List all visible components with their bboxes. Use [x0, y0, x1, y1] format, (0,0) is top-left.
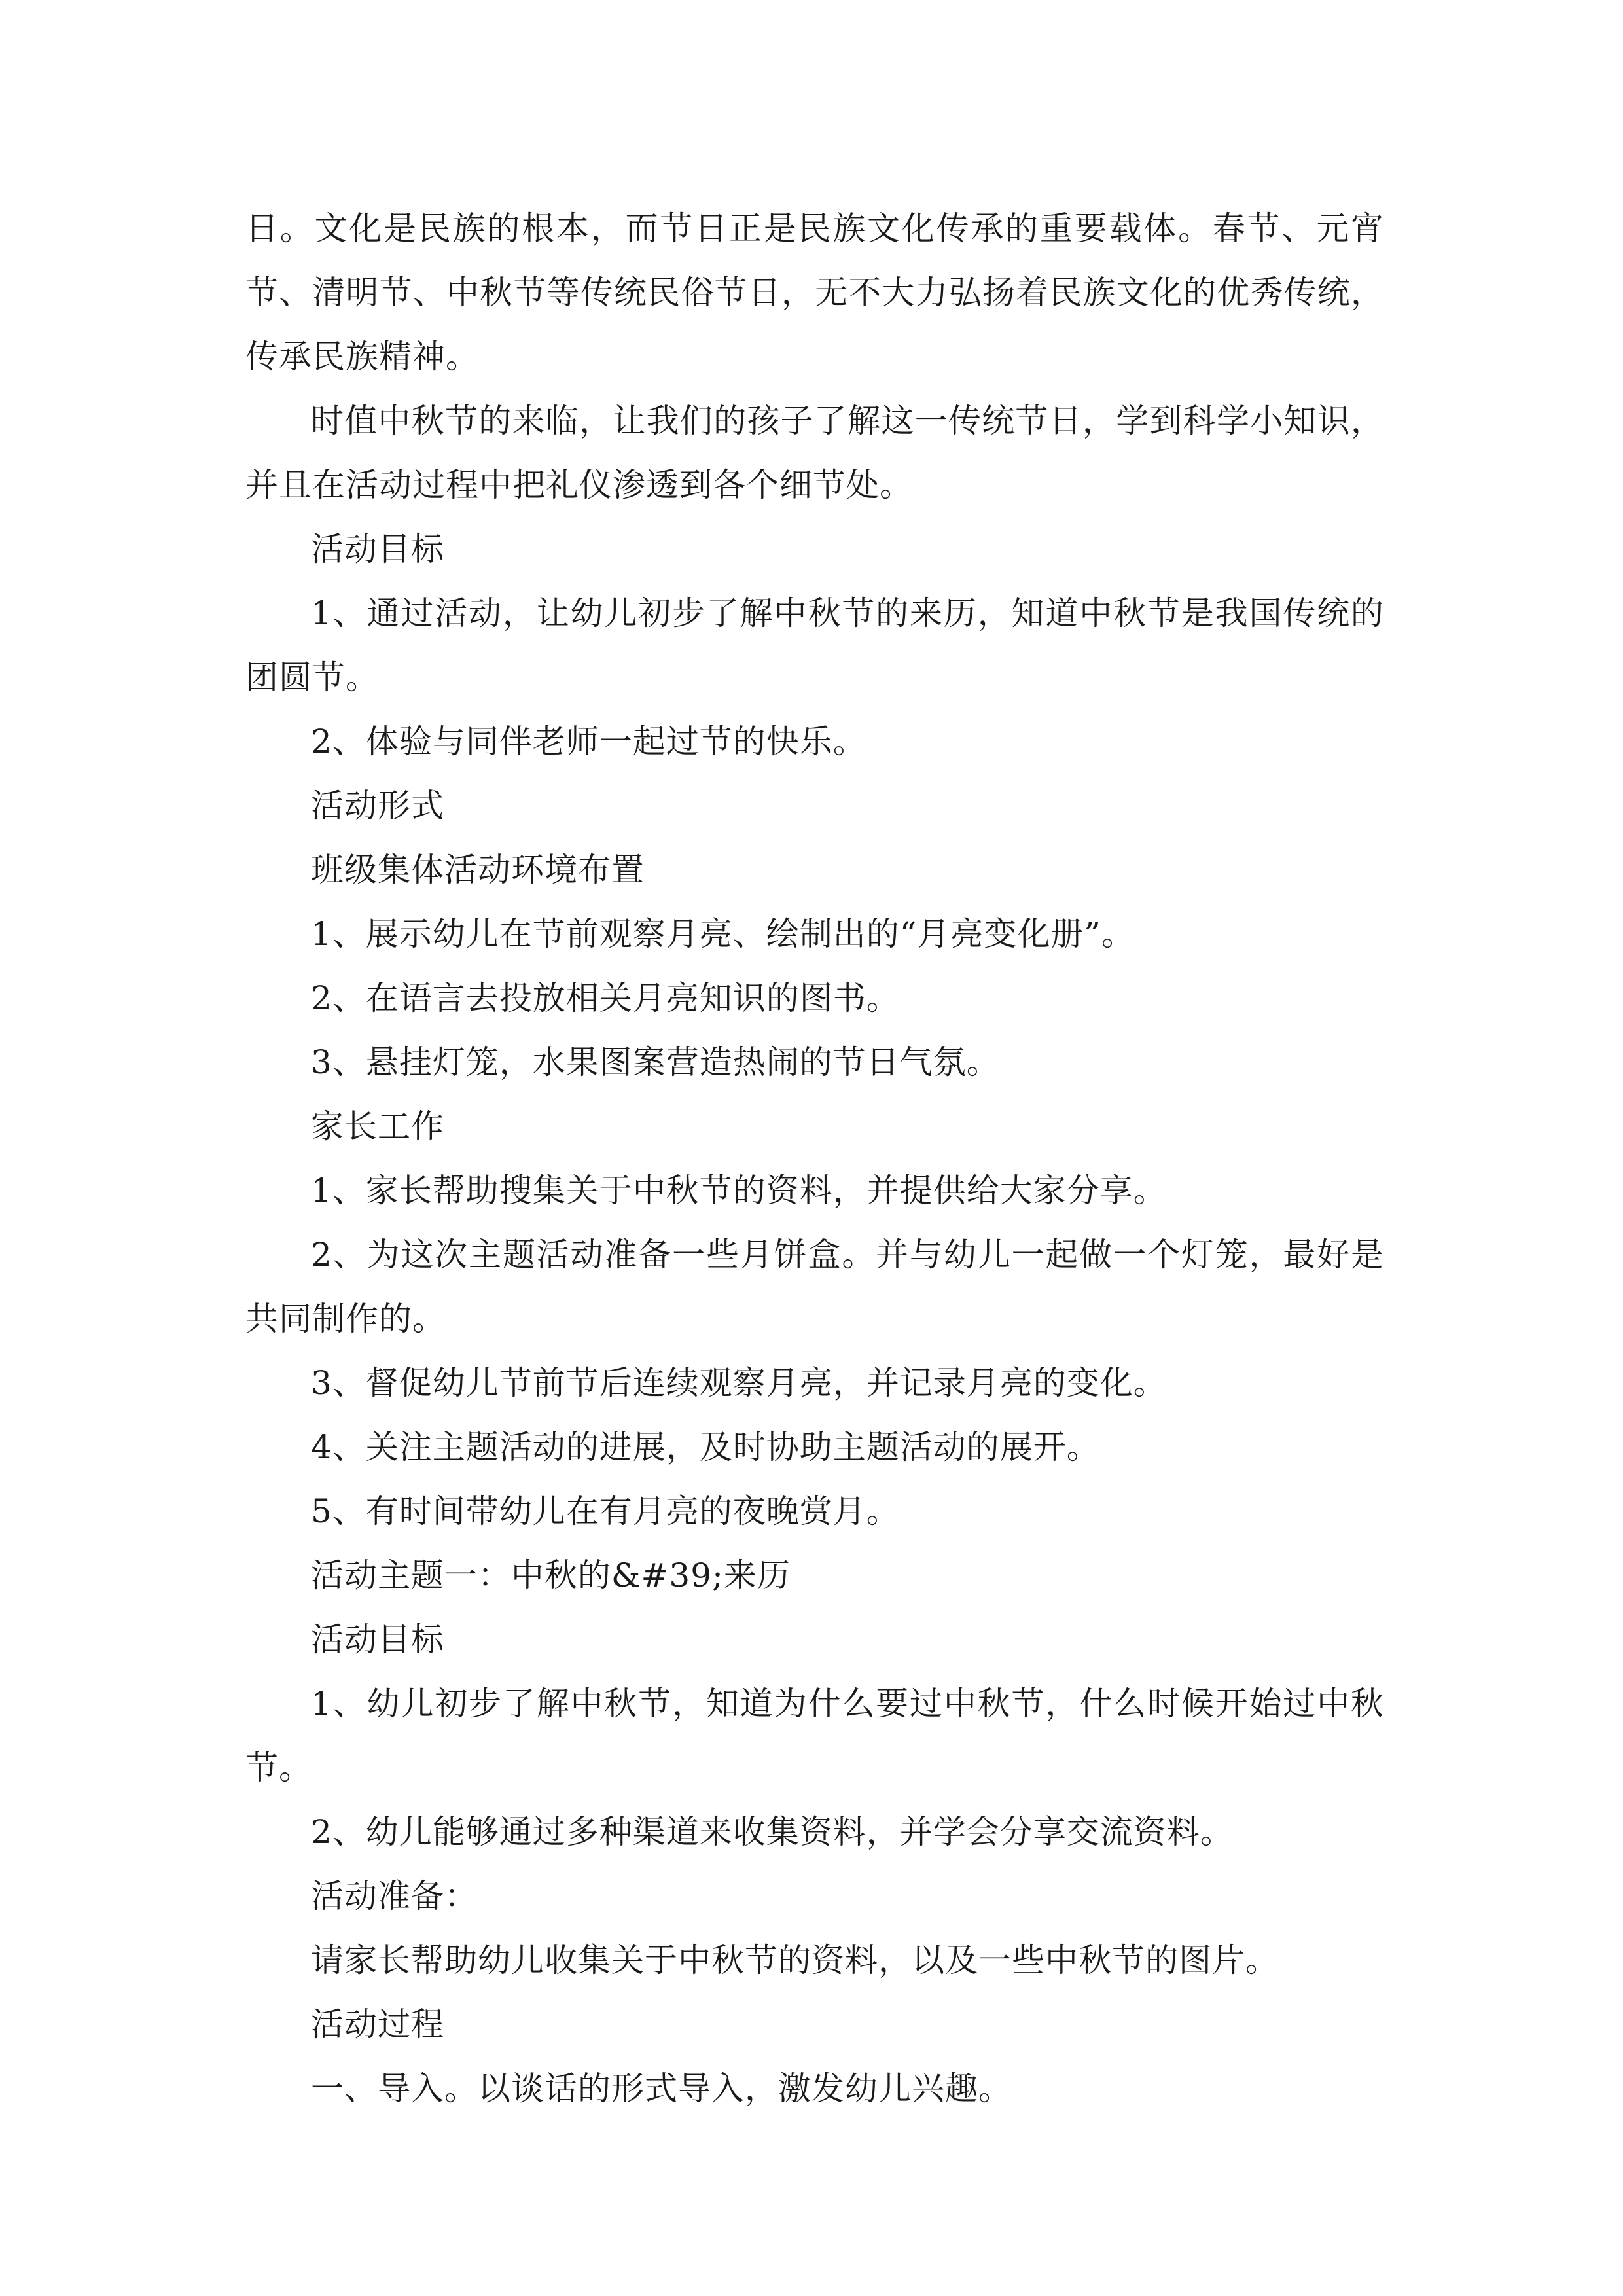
heading-parent-work: 家长工作	[311, 1107, 444, 1145]
parent-item-2: 2、为这次主题活动准备一些月饼盒。并与幼儿一起做一个灯笼，最好是共同制作的。	[245, 1236, 1384, 1338]
heading-activity-form: 活动形式	[311, 787, 444, 825]
heading-theme-goals: 活动目标	[311, 1621, 444, 1659]
environment-item-2: 2、在语言去投放相关月亮知识的图书。	[311, 979, 900, 1017]
preparation-text: 请家长帮助幼儿收集关于中秋节的资料，以及一些中秋节的图片。	[311, 1941, 1279, 1979]
heading-preparation: 活动准备：	[311, 1877, 478, 1915]
parent-item-3: 3、督促幼儿节前节后连续观察月亮，并记录月亮的变化。	[311, 1364, 1167, 1402]
process-step-1: 一、导入。以谈话的形式导入，激发幼儿兴趣。	[311, 2070, 1012, 2108]
environment-item-3: 3、悬挂灯笼，水果图案营造热闹的节日气氛。	[311, 1043, 1000, 1081]
heading-activity-goals: 活动目标	[311, 530, 444, 568]
goal-item-2: 2、体验与同伴老师一起过节的快乐。	[311, 723, 866, 761]
goal-item-1: 1、通过活动，让幼儿初步了解中秋节的来历，知道中秋节是我国传统的团圆节。	[245, 594, 1384, 696]
parent-item-1: 1、家长帮助搜集关于中秋节的资料，并提供给大家分享。	[311, 1172, 1167, 1210]
theme-goal-item-2: 2、幼儿能够通过多种渠道来收集资料，并学会分享交流资料。	[311, 1813, 1234, 1851]
paragraph-intro-continued: 日。文化是民族的根本，而节日正是民族文化传承的重要载体。春节、元宵节、清明节、中秋节等传统民俗节日，无不大力弘扬着民族文化的优秀传统，传承民族精神。	[245, 209, 1384, 376]
parent-item-5: 5、有时间带幼儿在有月亮的夜晚赏月。	[311, 1492, 900, 1530]
heading-process: 活动过程	[311, 2005, 444, 2043]
document-body	[245, 196, 1384, 2121]
parent-item-4: 4、关注主题活动的进展，及时协助主题活动的展开。	[311, 1428, 1100, 1466]
heading-theme-one: 活动主题一：中秋的&#39;来历	[311, 1556, 791, 1594]
subheading-environment: 班级集体活动环境布置	[311, 851, 645, 889]
environment-item-1: 1、展示幼儿在节前观察月亮、绘制出的“月亮变化册”。	[311, 915, 1135, 953]
theme-goal-item-1: 1、幼儿初步了解中秋节，知道为什么要过中秋节，什么时候开始过中秋节。	[245, 1685, 1384, 1787]
paragraph-occasion: 时值中秋节的来临，让我们的孩子了解这一传统节日，学到科学小知识，并且在活动过程中把礼仪渗透到各个细节处。	[245, 402, 1384, 504]
